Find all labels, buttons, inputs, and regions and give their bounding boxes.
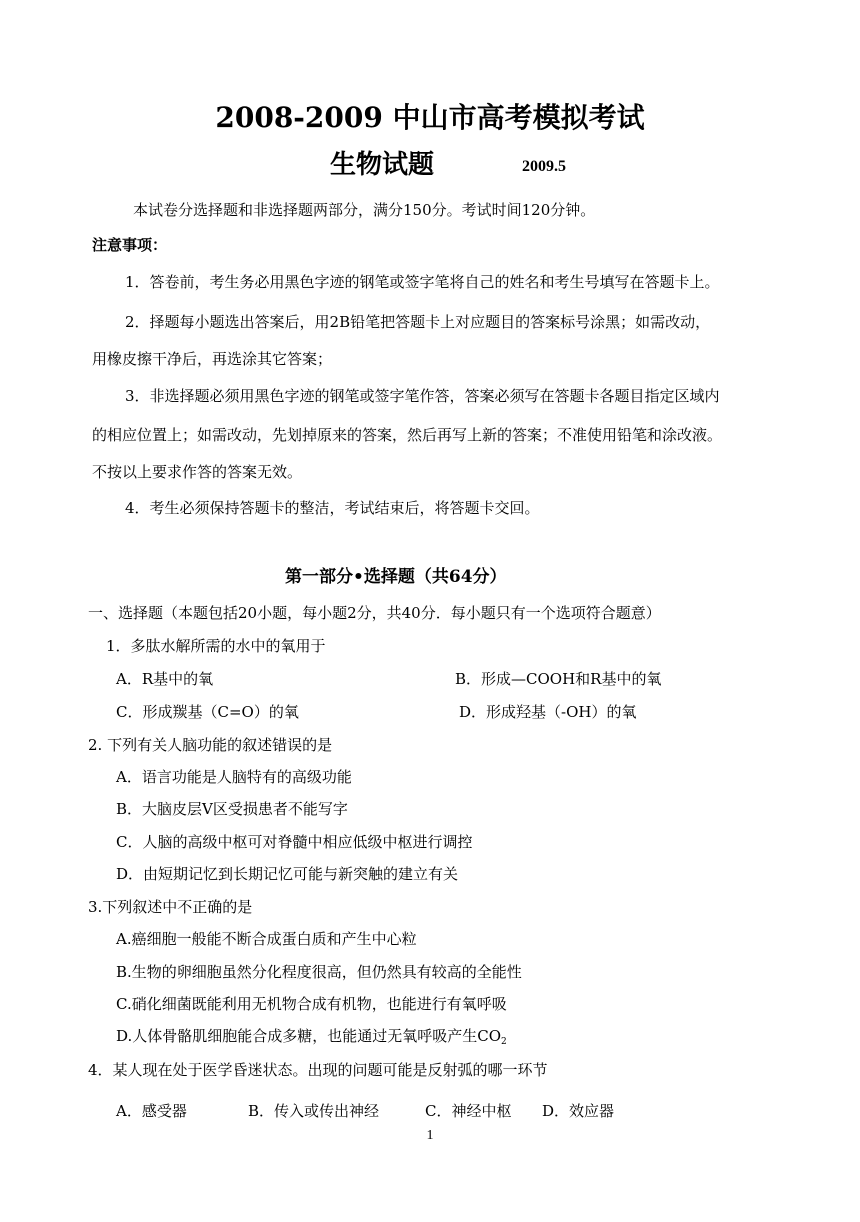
question-1-option-b: B．形成—COOH和R基中的氧 bbox=[455, 670, 662, 688]
question-2-stem: 2. 下列有关人脑功能的叙述错误的是 bbox=[88, 736, 333, 754]
notice-item-2-line-1: 2．择题每小题选出答案后，用2B铅笔把答题卡上对应题目的答案标号涂黑；如需改动， bbox=[125, 313, 711, 331]
subscript-2: 2 bbox=[501, 1037, 507, 1047]
question-4-option-c: C．神经中枢 bbox=[425, 1102, 512, 1120]
question-3-option-d bbox=[116, 1026, 507, 1052]
part-heading: 第一部分•选择题（共64分） bbox=[285, 567, 507, 587]
question-3-option-a: A.癌细胞一般能不断合成蛋白质和产生中心粒 bbox=[116, 930, 417, 948]
question-3-stem: 3.下列叙述中不正确的是 bbox=[88, 898, 253, 916]
section-intro: 一、选择题（本题包括20小题，每小题2分，共40分．每小题只有一个选项符合题意） bbox=[88, 604, 661, 622]
page-title: 2008-2009 中山市高考模拟考试 bbox=[215, 101, 645, 134]
question-4-stem: 4．某人现在处于医学昏迷状态。出现的问题可能是反射弧的哪一环节 bbox=[88, 1061, 548, 1079]
question-3-option-c: C.硝化细菌既能利用无机物合成有机物，也能进行有氧呼吸 bbox=[116, 995, 507, 1013]
question-1-option-a: A．R基中的氧 bbox=[116, 670, 214, 688]
notice-heading: 注意事项： bbox=[92, 236, 168, 254]
question-1-option-d: D．形成羟基（-OH）的氧 bbox=[459, 703, 637, 721]
notice-item-3-line-2: 的相应位置上；如需改动，先划掉原来的答案，然后再写上新的答案；不准使用铅笔和涂改液。 bbox=[92, 426, 723, 444]
notice-item-2-line-2: 用橡皮擦干净后，再选涂其它答案； bbox=[92, 350, 333, 368]
question-1-stem: 1．多肽水解所需的水中的氧用于 bbox=[106, 637, 326, 655]
question-4-option-b: B．传入或传出神经 bbox=[248, 1102, 380, 1120]
question-2-option-c: C．人脑的高级中枢可对脊髓中相应低级中枢进行调控 bbox=[116, 833, 473, 851]
page-subtitle: 生物试题 bbox=[330, 150, 435, 180]
exam-date: 2009.5 bbox=[522, 158, 566, 175]
question-2-option-b: B．大脑皮层Ⅴ区受损患者不能写字 bbox=[116, 800, 348, 818]
question-4-option-d: D．效应器 bbox=[542, 1102, 615, 1120]
intro-text: 本试卷分选择题和非选择题两部分，满分150分。考试时间120分钟。 bbox=[133, 201, 596, 219]
question-3-option-b: B.生物的卵细胞虽然分化程度很高，但仍然具有较高的全能性 bbox=[116, 963, 522, 981]
notice-item-4: 4．考生必须保持答题卡的整洁，考试结束后，将答题卡交回。 bbox=[125, 499, 540, 517]
notice-item-3-line-1: 3．非选择题必须用黑色字迹的钢笔或签字笔作答，答案必须写在答题卡各题目指定区域内 bbox=[125, 387, 720, 405]
question-2-option-d: D．由短期记忆到长期记忆可能与新突触的建立有关 bbox=[116, 865, 459, 883]
question-2-option-a: A．语言功能是人脑特有的高级功能 bbox=[116, 768, 352, 786]
notice-item-3-line-3: 不按以上要求作答的答案无效。 bbox=[92, 463, 303, 481]
question-1-option-c: C．形成羰基（C=O）的氧 bbox=[116, 703, 299, 721]
notice-item-1: 1．答卷前，考生务必用黑色字迹的钢笔或签字笔将自己的姓名和考生号填写在答题卡上。 bbox=[125, 273, 720, 291]
question-3-option-d-text: D.人体骨骼肌细胞能合成多糖，也能通过无氧呼吸产生CO bbox=[116, 1027, 502, 1045]
page-number: 1 bbox=[426, 1128, 434, 1143]
question-4-option-a: A．感受器 bbox=[116, 1102, 187, 1120]
